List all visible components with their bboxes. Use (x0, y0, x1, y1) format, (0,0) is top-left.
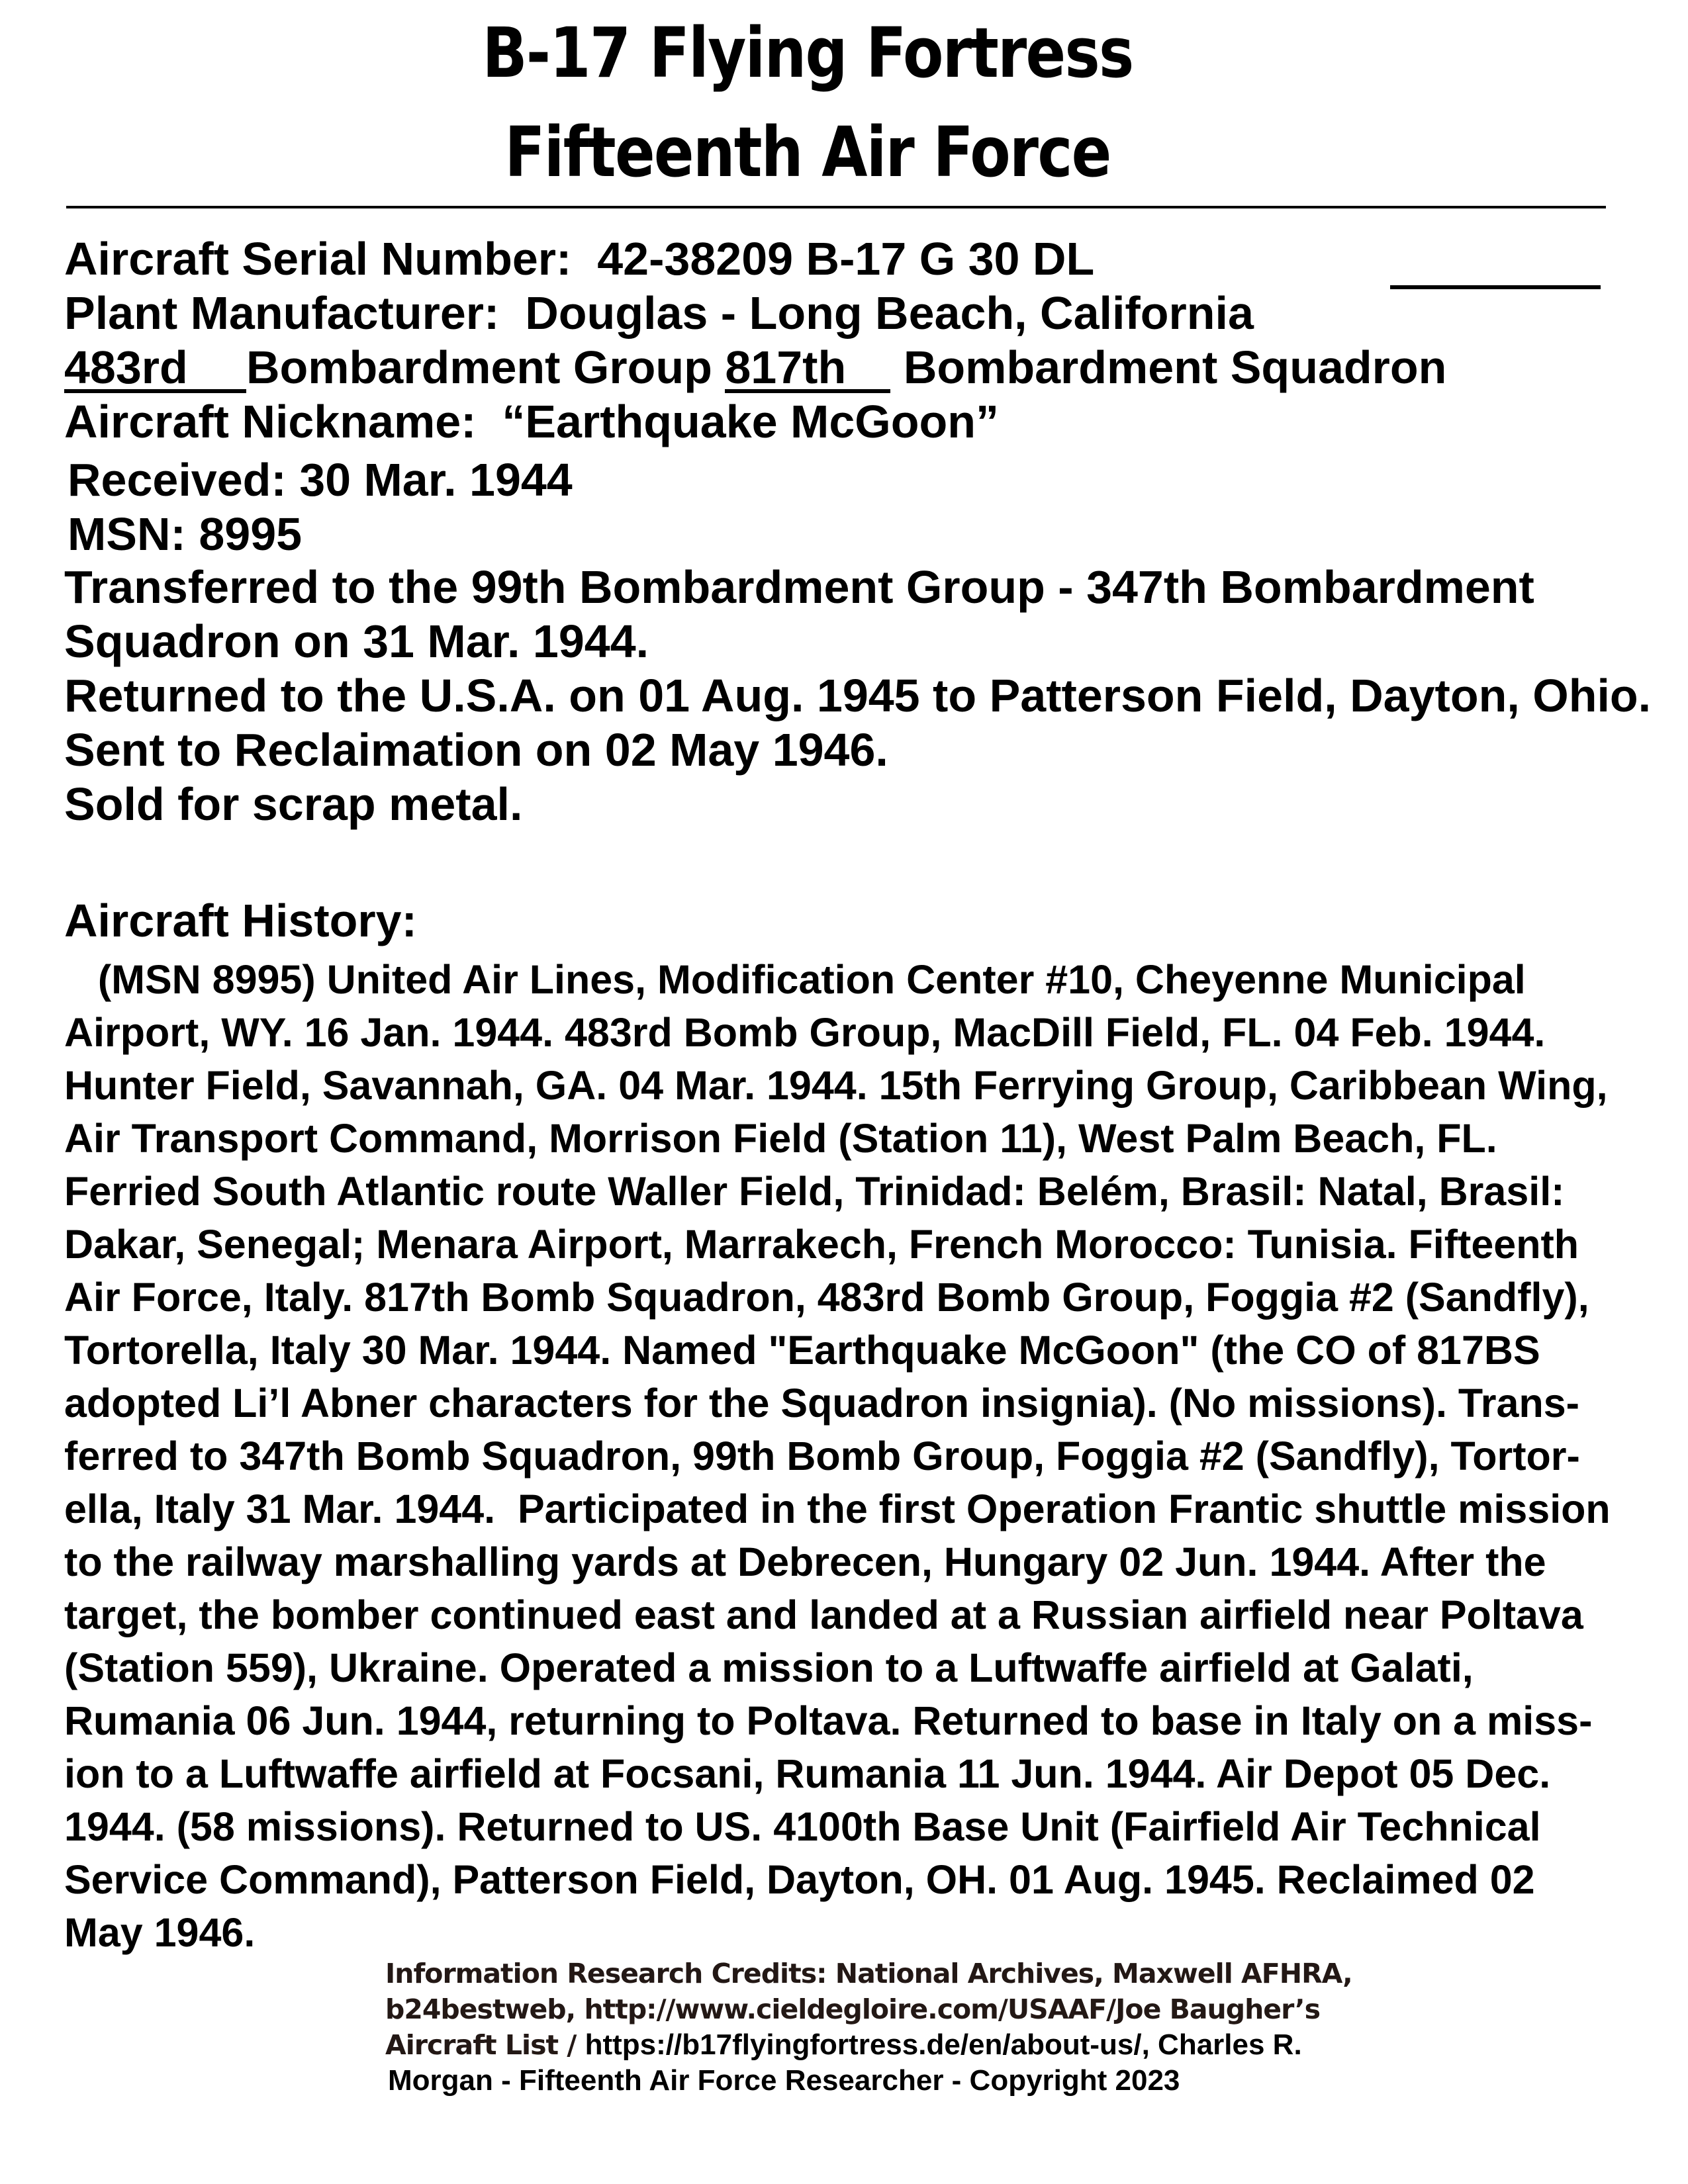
history-line: ferred to 347th Bomb Squadron, 99th Bomb Group, Foggia #2 (Sandfly), Tortor- (64, 1433, 1580, 1479)
manufacturer-row (64, 286, 1254, 340)
nickname-row (64, 394, 999, 449)
blank-field-underline (1390, 285, 1601, 289)
history-line: 1944. (58 missions). Returned to US. 4100th Base Unit (Fairfield Air Technical (64, 1804, 1541, 1849)
history-line: Rumania 06 Jun. 1944, returning to Poltava. Returned to base in Italy on a miss- (64, 1698, 1593, 1743)
history-line: Air Transport Command, Morrison Field (Station 11), West Palm Beach, FL. (64, 1116, 1497, 1161)
history-line: Tortorella, Italy 30 Mar. 1944. Named "Earthquake McGoon" (the CO of 817BS (64, 1328, 1540, 1373)
history-line: Ferried South Atlantic route Waller Field, Trinidad: Belém, Brasil: Natal, Brasil: (64, 1169, 1565, 1214)
note-line: Squadron on 31 Mar. 1944. (64, 615, 649, 667)
nickname-value: “Earthquake McGoon” (502, 396, 1000, 447)
group-value: 483rd (64, 345, 246, 393)
credits-line: Information Research Credits: National Archives, Maxwell AFHRA, (385, 1958, 1352, 1989)
history-line: Air Force, Italy. 817th Bomb Squadron, 483rd Bomb Group, Foggia #2 (Sandfly), (64, 1275, 1589, 1320)
msn-row (68, 507, 302, 561)
received-value: 30 Mar. 1944 (299, 454, 573, 506)
manufacturer-value: Douglas - Long Beach, California (525, 287, 1254, 339)
group-label: Bombardment Group (246, 341, 712, 393)
history-line: target, the bomber continued east and landed at a Russian airfield near Poltava (64, 1592, 1583, 1637)
history-line: adopted Li’l Abner characters for the Squadron insignia). (No missions). Trans- (64, 1381, 1579, 1426)
credits-line: b24bestweb, http://www.cieldegloire.com/USAAF/Joe Baugher’s (385, 1993, 1321, 2025)
history-line: (MSN 8995) United Air Lines, Modification Center #10, Cheyenne Municipal (64, 957, 1526, 1002)
history-line: Dakar, Senegal; Menara Airport, Marrakech, French Morocco: Tunisia. Fifteenth (64, 1222, 1579, 1267)
credits-text: Aircraft List / (385, 2029, 585, 2061)
header-divider (66, 206, 1606, 208)
group-squadron-row (64, 340, 1446, 394)
history-line: ion to a Luftwaffe airfield at Focsani, Rumania 11 Jun. 1944. Air Depot 05 Dec. (64, 1751, 1551, 1796)
squadron-value: 817th (725, 345, 890, 393)
history-line: Service Command), Patterson Field, Dayton, OH. 01 Aug. 1945. Reclaimed 02 (64, 1857, 1535, 1902)
received-label: Received: (68, 454, 287, 506)
note-line: Transferred to the 99th Bombardment Group - 347th Bombardment (64, 561, 1534, 613)
msn-value: 8995 (199, 508, 303, 560)
history-line: May 1946. (64, 1910, 256, 1955)
history-heading: Aircraft History: (64, 895, 417, 946)
nickname-label: Aircraft Nickname: (64, 396, 477, 447)
manufacturer-label: Plant Manufacturer: (64, 287, 500, 339)
note-line: Sold for scrap metal. (64, 778, 523, 830)
credits-line: Morgan - Fifteenth Air Force Researcher - Copyright 2023 (388, 2064, 1180, 2097)
credits-url: https://b17flyingfortress.de/en/about-us/, Charles R. (585, 2028, 1302, 2061)
serial-number-row (64, 232, 1094, 286)
history-line: ella, Italy 31 Mar. 1944. Participated in the first Operation Frantic shuttle mission (64, 1486, 1611, 1531)
page-subtitle: Fifteenth Air Force (504, 112, 1111, 193)
squadron-label: Bombardment Squadron (903, 341, 1447, 393)
page-title: B-17 Flying Fortress (482, 13, 1133, 93)
note-line: Returned to the U.S.A. on 01 Aug. 1945 to Patterson Field, Dayton, Ohio. (64, 670, 1652, 721)
history-line: to the railway marshalling yards at Debrecen, Hungary 02 Jun. 1944. After the (64, 1539, 1546, 1584)
msn-label: MSN: (68, 508, 186, 560)
received-row (68, 453, 573, 507)
serial-number-value: 42-38209 B-17 G 30 DL (597, 233, 1095, 285)
note-line: Sent to Reclaimation on 02 May 1946. (64, 724, 888, 776)
history-line: (Station 559), Ukraine. Operated a mission to a Luftwaffe airfield at Galati, (64, 1645, 1474, 1690)
serial-number-label: Aircraft Serial Number: (64, 233, 572, 285)
history-line: Airport, WY. 16 Jan. 1944. 483rd Bomb Group, MacDill Field, FL. 04 Feb. 1944. (64, 1010, 1546, 1055)
credits-line (385, 2027, 1302, 2063)
history-line: Hunter Field, Savannah, GA. 04 Mar. 1944. 15th Ferrying Group, Caribbean Wing, (64, 1063, 1608, 1108)
